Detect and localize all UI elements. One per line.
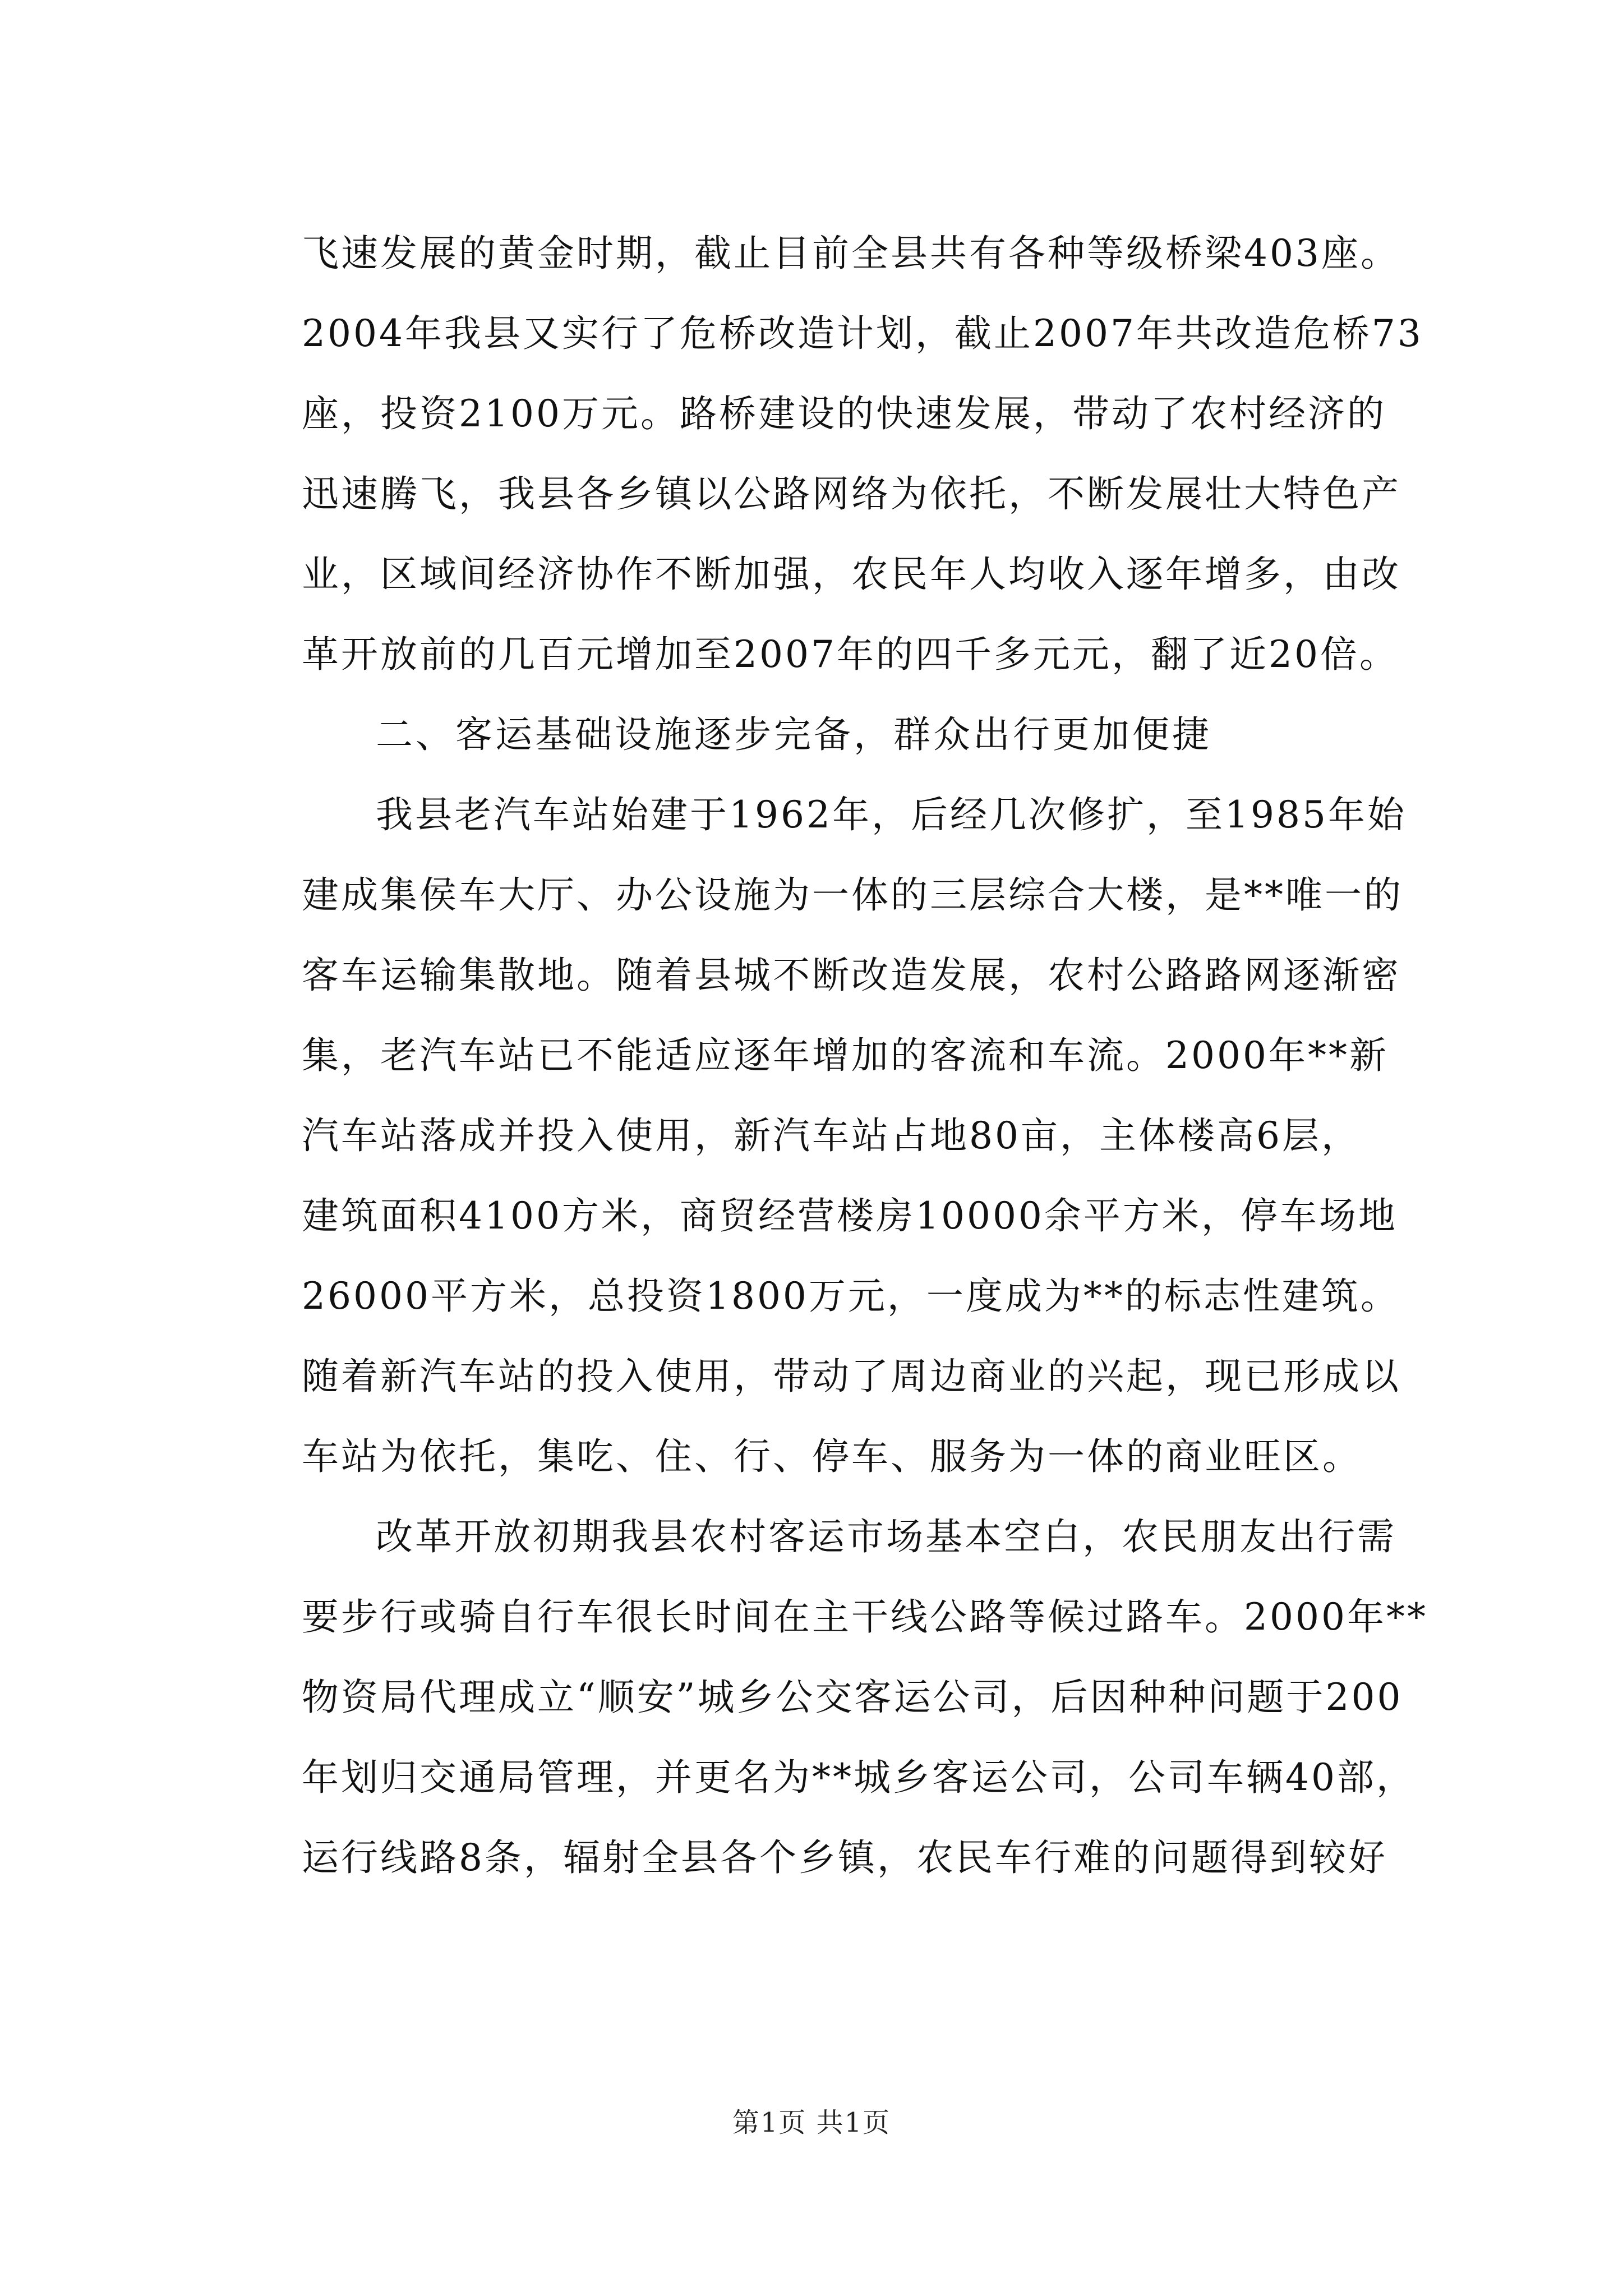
paragraph-line: 集，老汽车站已不能适应逐年增加的客流和车流。2000年**新: [302, 1034, 1389, 1077]
section-heading: 二、客运基础设施逐步完备，群众出行更加便捷: [376, 713, 1212, 756]
paragraph-line: 2004年我县又实行了危桥改造计划，截止2007年共改造危桥73: [302, 312, 1423, 355]
paragraph-line: 车站为依托，集吃、住、行、停车、服务为一体的商业旺区。: [302, 1435, 1362, 1478]
paragraph-line: 随着新汽车站的投入使用，带动了周边商业的兴起，现已形成以: [302, 1355, 1401, 1398]
document-body: [302, 213, 1428, 1898]
paragraph-line: 要步行或骑自行车很长时间在主干线公路等候过路车。2000年**: [302, 1595, 1428, 1639]
paragraph-line: 运行线路8条，辐射全县各个乡镇，农民车行难的问题得到较好: [302, 1836, 1387, 1879]
paragraph-line: 客车运输集散地。随着县城不断改造发展，农村公路路网逐渐密: [302, 954, 1401, 997]
paragraph-line: 我县老汽车站始建于1962年，后经几次修扩，至1985年始: [376, 793, 1407, 836]
paragraph-line: 建筑面积4100方米，商贸经营楼房10000余平方米，停车场地: [302, 1194, 1398, 1237]
page-number-label: 第1页 共1页: [732, 2107, 891, 2138]
paragraph-line: 建成集侯车大厅、办公设施为一体的三层综合大楼，是**唯一的: [302, 873, 1403, 917]
paragraph-line: 座，投资2100万元。路桥建设的快速发展，带动了农村经济的: [302, 392, 1386, 435]
paragraph-line: 业，区域间经济协作不断加强，农民年人均收入逐年增多，由改: [302, 553, 1401, 596]
paragraph-line: 汽车站落成并投入使用，新汽车站占地80亩，主体楼高6层，: [302, 1114, 1361, 1157]
paragraph-line: 改革开放初期我县农村客运市场基本空白，农民朋友出行需: [376, 1515, 1396, 1558]
paragraph-line: 革开放前的几百元增加至2007年的四千多元元，翻了近20倍。: [302, 633, 1399, 676]
paragraph-line: 年划归交通局管理，并更名为**城乡客运公司，公司车辆40部，: [302, 1756, 1415, 1799]
paragraph-line: 物资局代理成立“顺安”城乡公交客运公司，后因种种问题于200: [302, 1676, 1403, 1719]
paragraph-line: 26000平方米，总投资1800万元，一度成为**的标志性建筑。: [302, 1274, 1400, 1318]
page-footer: [0, 2101, 1623, 2139]
paragraph-line: 飞速发展的黄金时期，截止目前全县共有各种等级桥梁403座。: [302, 232, 1400, 275]
paragraph-line: 迅速腾飞，我县各乡镇以公路网络为依托，不断发展壮大特色产: [302, 472, 1401, 516]
